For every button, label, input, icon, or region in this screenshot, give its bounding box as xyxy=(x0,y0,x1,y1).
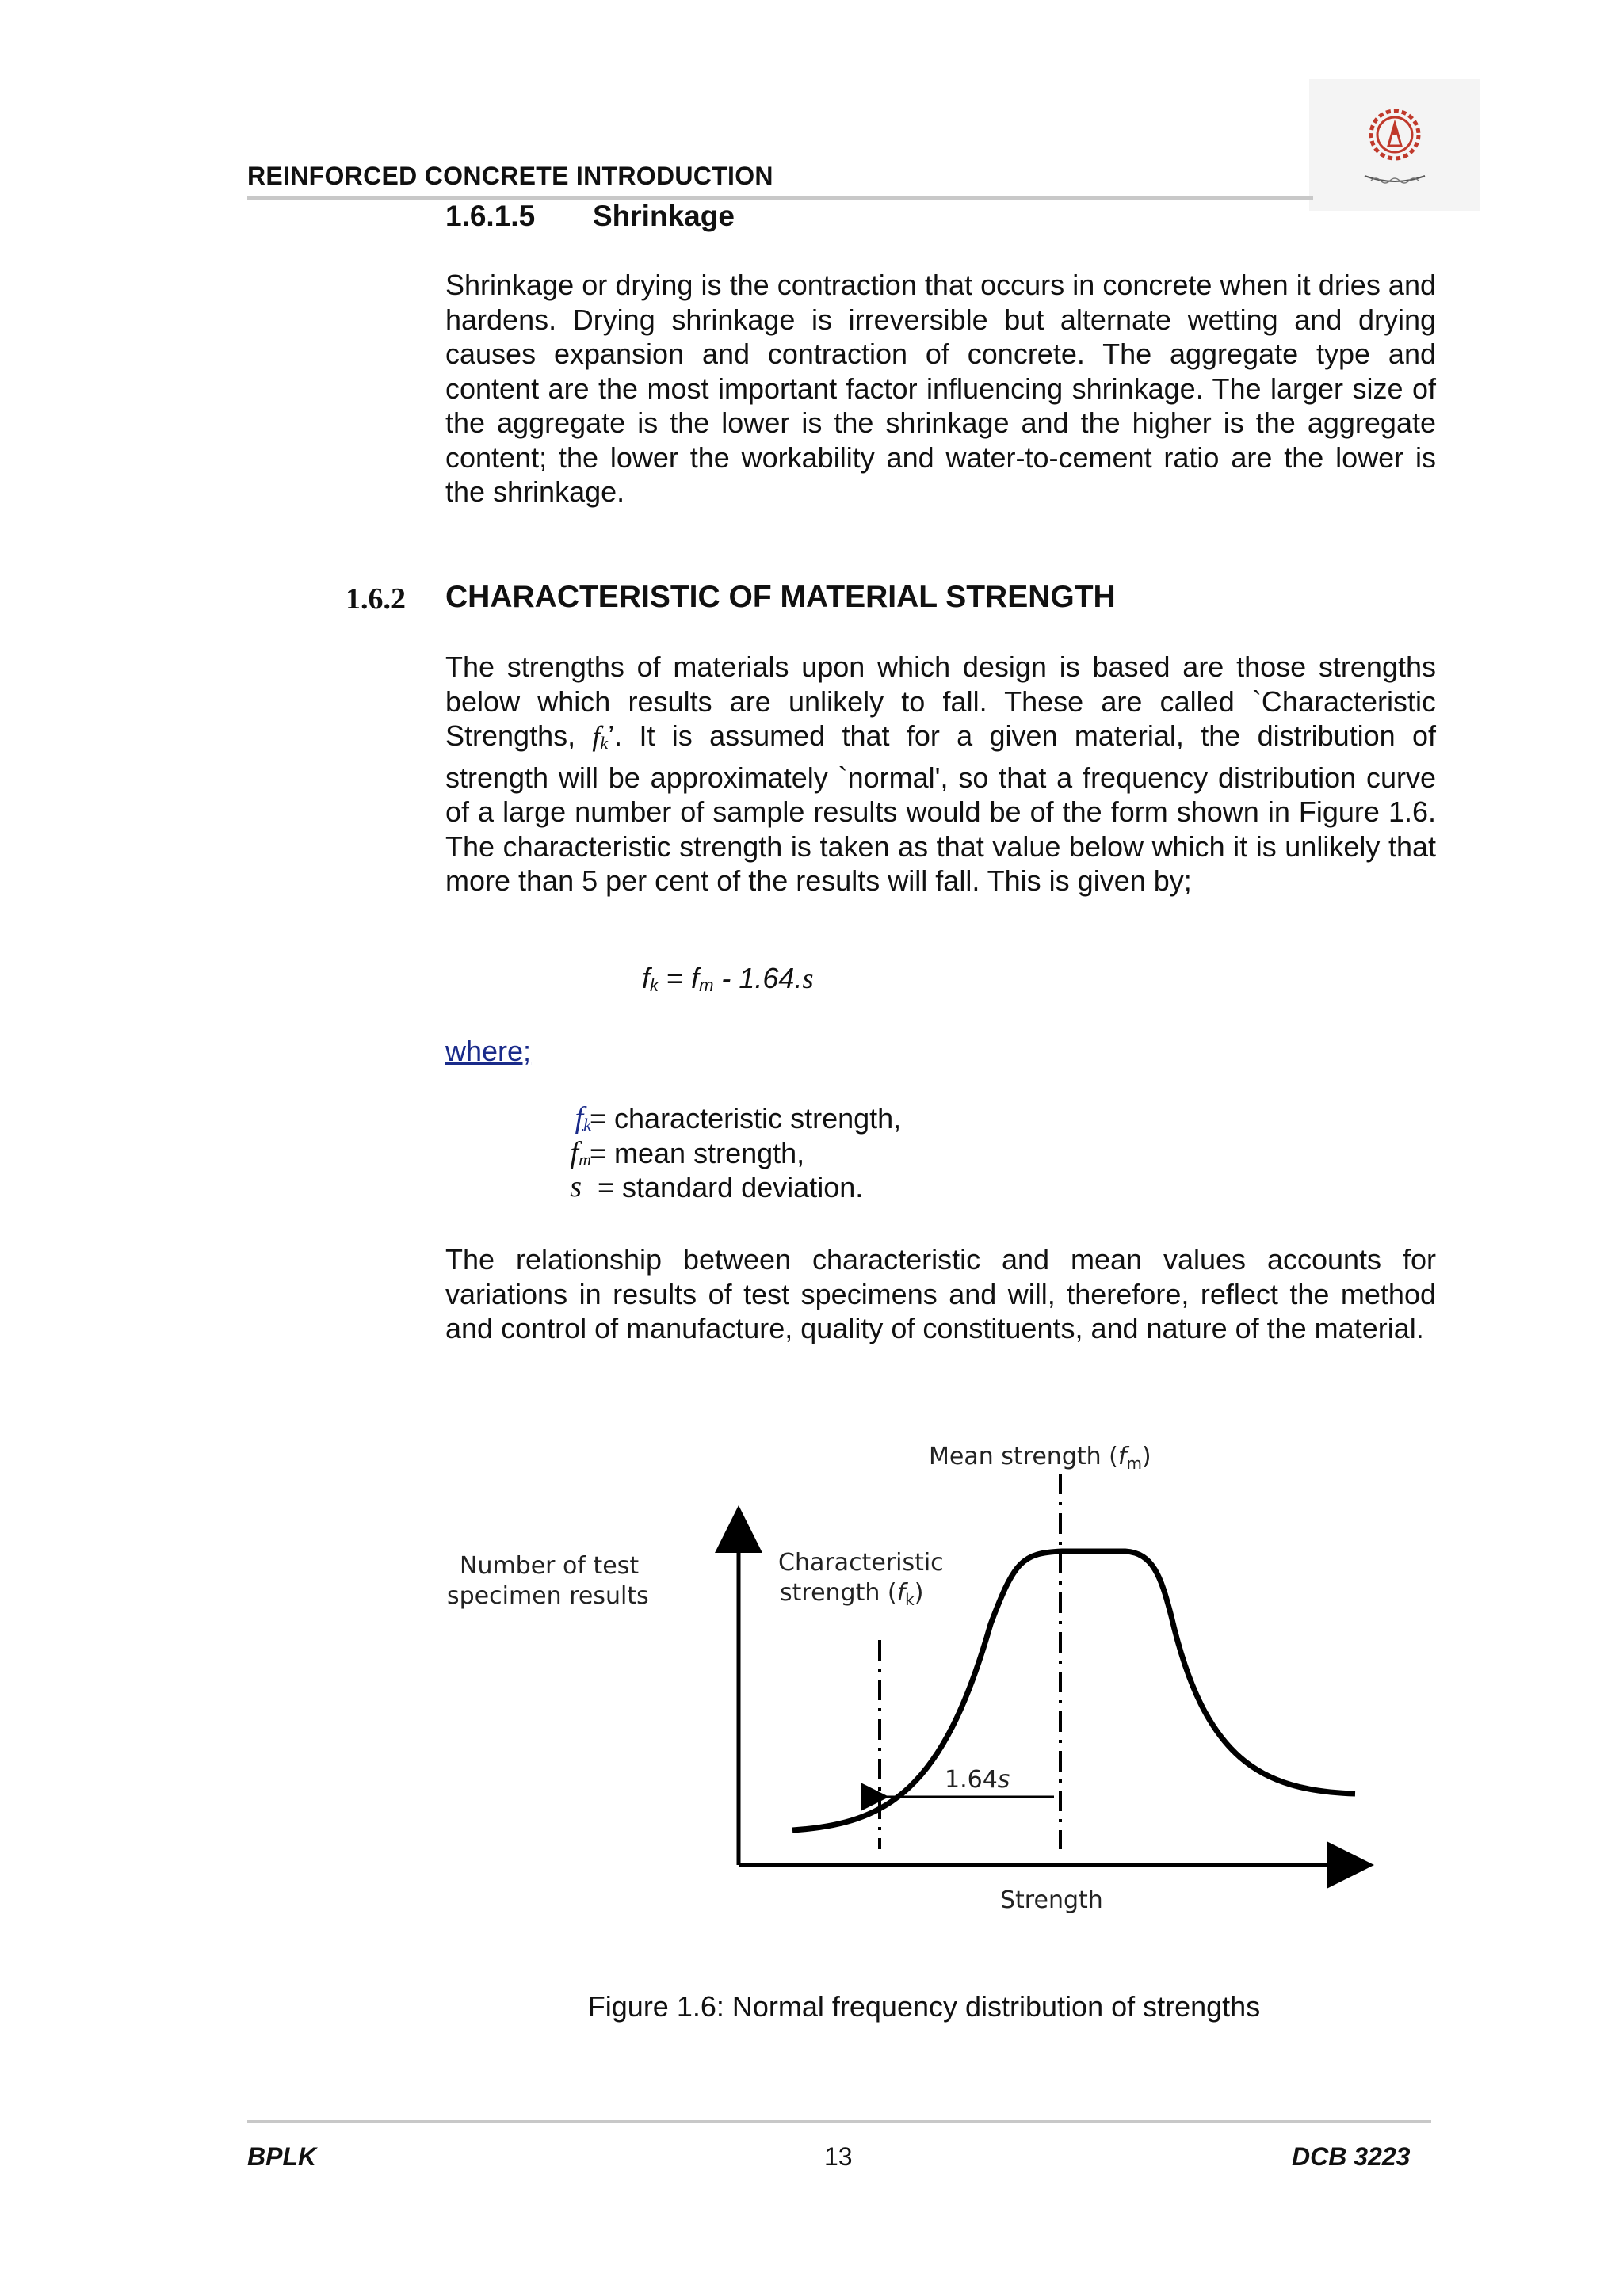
x-axis-label: Strength xyxy=(1000,1886,1103,1914)
formula-lhs: f xyxy=(642,962,651,994)
section-number: 1.6.2 xyxy=(346,582,406,616)
footer-right: DCB 3223 xyxy=(1292,2142,1411,2171)
gap-label: 1.64s xyxy=(945,1766,1010,1794)
footer-left: BPLK xyxy=(247,2142,317,2171)
relationship-paragraph: The relationship between characteristic and mean values accounts for variations in results of test specimens and will, therefore, reflect the method and control of manufacture, quality of constituents, and nature of the material. xyxy=(445,1243,1436,1344)
where-label: where; xyxy=(445,1035,532,1067)
characteristic-strength-paragraph xyxy=(445,650,1436,898)
paragraph-symbol: f xyxy=(592,720,601,752)
normal-distribution-figure xyxy=(444,1418,1395,1941)
formula-s: s xyxy=(802,963,814,994)
header-rule xyxy=(247,196,1313,200)
y-axis-label-line2: specimen results xyxy=(447,1582,649,1610)
formula-eq: = xyxy=(659,962,692,994)
page-number: 13 xyxy=(824,2142,853,2171)
institution-logo xyxy=(1309,79,1480,211)
y-axis-label-line1: Number of test xyxy=(460,1552,640,1580)
formula-rhs-sub: m xyxy=(699,975,714,995)
formula-tail: - 1.64. xyxy=(713,962,803,994)
definition-text: = standard deviation. xyxy=(598,1171,864,1203)
distribution-diagram xyxy=(444,1418,1395,1941)
characteristic-label-line1: Characteristic xyxy=(778,1549,944,1577)
characteristic-label-line2: strength $(f_k)$ xyxy=(780,1579,924,1609)
formula-rhs: f xyxy=(691,962,700,994)
figure-caption xyxy=(0,1990,1623,2023)
definition-symbol: $f_m$ xyxy=(570,1135,591,1169)
institution-emblem-icon xyxy=(1309,79,1480,211)
definition-symbol: s xyxy=(570,1170,582,1203)
mean-strength-label: Mean strength $(f_m)$ xyxy=(929,1443,1151,1473)
subsection-title: Shrinkage xyxy=(593,200,735,232)
shrinkage-paragraph: Shrinkage or drying is the contraction that occurs in concrete when it dries and hardens. Drying shrinkage is irreversible but alternate wetting and drying causes expansion and contraction of concrete. The aggregate type and content are the most important factor influencing shrinkage. The larger size of the aggregate is the lower is the shrinkage and the higher is the aggregate content; the lower the workability and water-to-cement ratio are the lower is the shrinkage. xyxy=(445,269,1436,508)
definition-symbol: $f_k$ xyxy=(575,1101,591,1135)
characteristic-strength-formula xyxy=(642,962,813,996)
section-title: CHARACTERISTIC OF MATERIAL STRENGTH xyxy=(445,580,1116,614)
paragraph-text-end: ’. It is assumed that for a given material, the distribution of strength will be approximately `normal', so that a frequency distribution curve of a large number of sample results would be of the form shown in Figure 1.6. The characteristic strength is taken as that value below which it is unlikely that more than 5 per cent of the results will fall. This is given by; xyxy=(445,719,1436,897)
running-header-title: REINFORCED CONCRETE INTRODUCTION xyxy=(247,162,773,190)
paragraph-text-start: The strengths of materials upon which design is based are those strengths below which results are unlikely to fall. These are called `Characteristic Strengths, xyxy=(445,650,1436,752)
footer-rule xyxy=(247,2120,1431,2123)
subsection-number: 1.6.1.5 xyxy=(445,200,536,232)
paragraph-symbol-sub: k xyxy=(600,733,609,753)
formula-lhs-sub: k xyxy=(650,975,659,995)
figure-caption-text: Figure 1.6: Normal frequency distribution of strengths xyxy=(587,1990,1261,2023)
definition-text: = characteristic strength, xyxy=(590,1102,902,1135)
definition-text: = mean strength, xyxy=(590,1136,805,1169)
